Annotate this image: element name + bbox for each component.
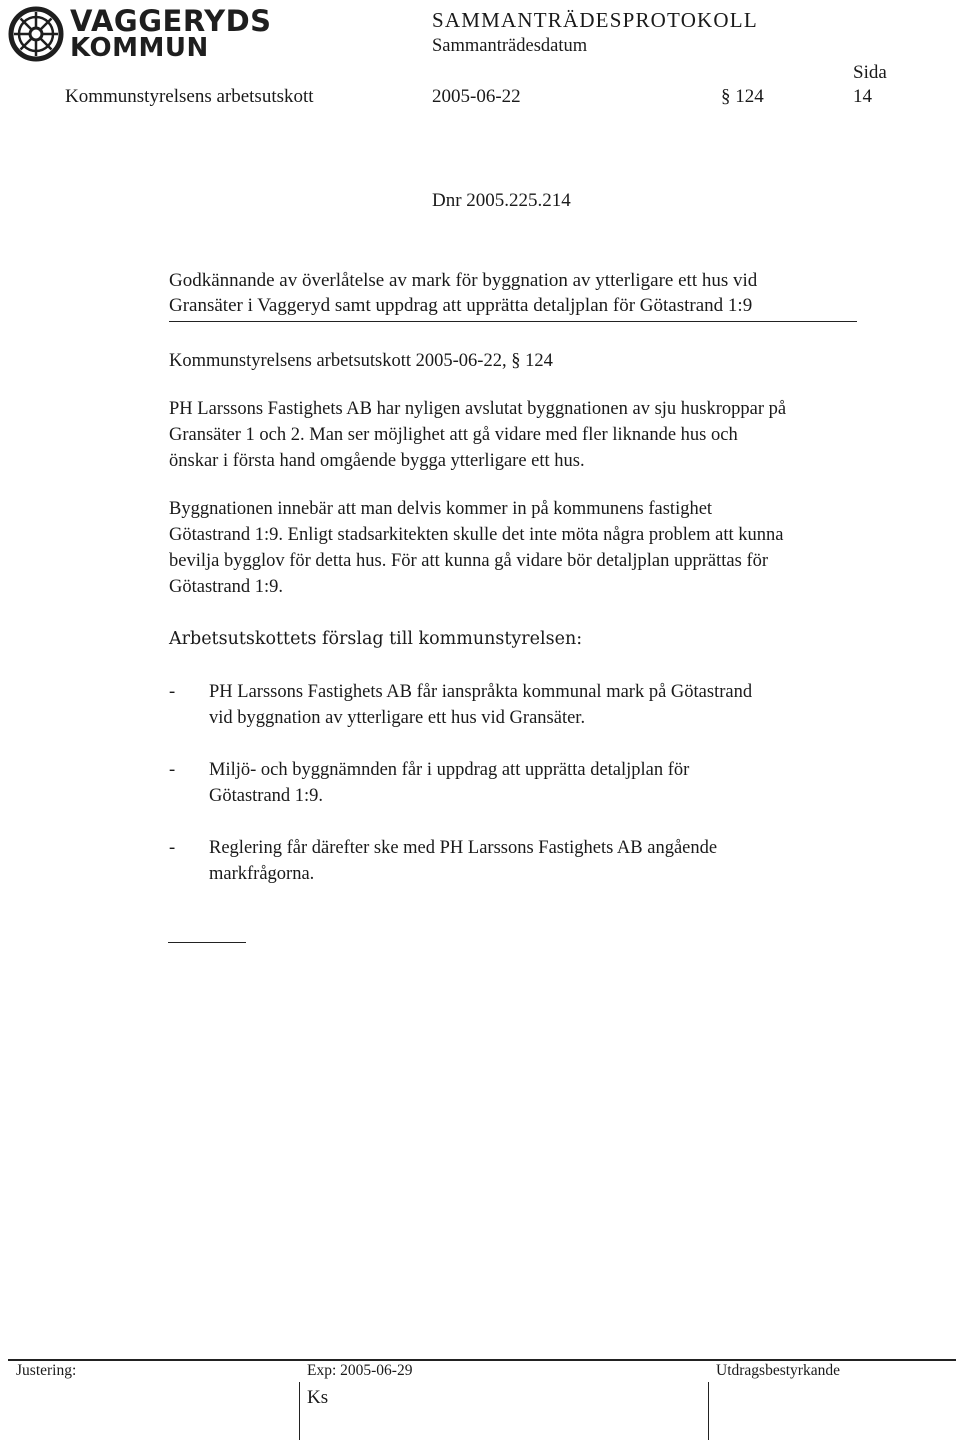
signature-box-divider — [299, 1382, 300, 1440]
wheel-emblem-icon — [8, 6, 64, 62]
proposal-line: Götastrand 1:9. — [209, 786, 324, 806]
proposal-item — [169, 757, 899, 809]
expedition-date: Exp: 2005-06-29 — [307, 1362, 413, 1379]
proposal-line: markfrågorna. — [209, 864, 315, 884]
certified-extract-label: Utdragsbestyrkande — [716, 1362, 840, 1379]
paragraph-line: Gransäter 1 och 2. Man ser möjlighet att gå vidare med fler liknande hus och — [169, 425, 738, 445]
minutes-reference: Kommunstyrelsens arbetsutskott 2005-06-22, § 124 — [169, 351, 553, 371]
paragraph-line: bevilja bygglov för detta hus. För att kunna gå vidare bör detaljplan upprättas för — [169, 551, 769, 571]
page-label: Sida — [853, 62, 887, 83]
list-dash: - — [169, 838, 176, 858]
list-dash: - — [169, 760, 176, 780]
municipality-logo — [8, 4, 272, 64]
paragraph-line: önskar i första hand omgående bygga ytterligare ett hus. — [169, 451, 585, 471]
list-dash: - — [169, 682, 176, 702]
proposal-line: Reglering får därefter ske med PH Larssons Fastighets AB angående — [209, 838, 718, 858]
paragraph-line: Götastrand 1:9. — [169, 577, 284, 597]
case-number: Dnr 2005.225.214 — [432, 190, 571, 211]
footer-divider — [8, 1359, 956, 1361]
proposal-item — [169, 835, 899, 887]
proposal-item — [169, 679, 899, 731]
signature-box-divider — [708, 1382, 709, 1440]
meeting-date-label: Sammanträdesdatum — [432, 36, 588, 56]
paragraph-background — [169, 396, 899, 474]
protocol-title: SAMMANTRÄDESPROTOKOLL — [432, 8, 758, 32]
paragraph-reference: § 124 — [721, 86, 764, 107]
proposal-list — [169, 679, 899, 887]
page-number: 14 — [853, 86, 872, 107]
subject-line-1: Godkännande av överlåtelse av mark för byggnation av ytterligare ett hus vid — [169, 270, 758, 291]
proposal-line: vid byggnation av ytterligare ett hus vid Gransäter. — [209, 708, 586, 728]
proposal-heading: Arbetsutskottets förslag till kommunstyrelsen: — [169, 629, 583, 649]
proposal-line: PH Larssons Fastighets AB får ianspråkta kommunal mark på Götastrand — [209, 682, 753, 702]
logo-line-1: VAGGERYDS — [70, 4, 272, 38]
signature-initials: Ks — [307, 1387, 329, 1408]
body-name: Kommunstyrelsens arbetsutskott — [65, 86, 314, 107]
paragraph-line: PH Larssons Fastighets AB har nyligen avslutat byggnationen av sju huskroppar på — [169, 399, 787, 419]
justering-label: Justering: — [16, 1362, 77, 1379]
subject-line-2: Gransäter i Vaggeryd samt uppdrag att upprätta detaljplan för Götastrand 1:9 — [169, 295, 753, 316]
paragraph-details — [169, 496, 899, 600]
meeting-date: 2005-06-22 — [432, 86, 521, 107]
paragraph-line: Götastrand 1:9. Enligt stadsarkitekten skulle det inte möta några problem att kunna — [169, 525, 784, 545]
subject-heading — [169, 268, 857, 322]
logo-line-2: KOMMUN — [70, 33, 209, 63]
proposal-line: Miljö- och byggnämnden får i uppdrag att upprätta detaljplan för — [209, 760, 690, 780]
document-body — [169, 268, 899, 913]
section-end-rule — [168, 942, 246, 943]
paragraph-line: Byggnationen innebär att man delvis kommer in på kommunens fastighet — [169, 499, 713, 519]
